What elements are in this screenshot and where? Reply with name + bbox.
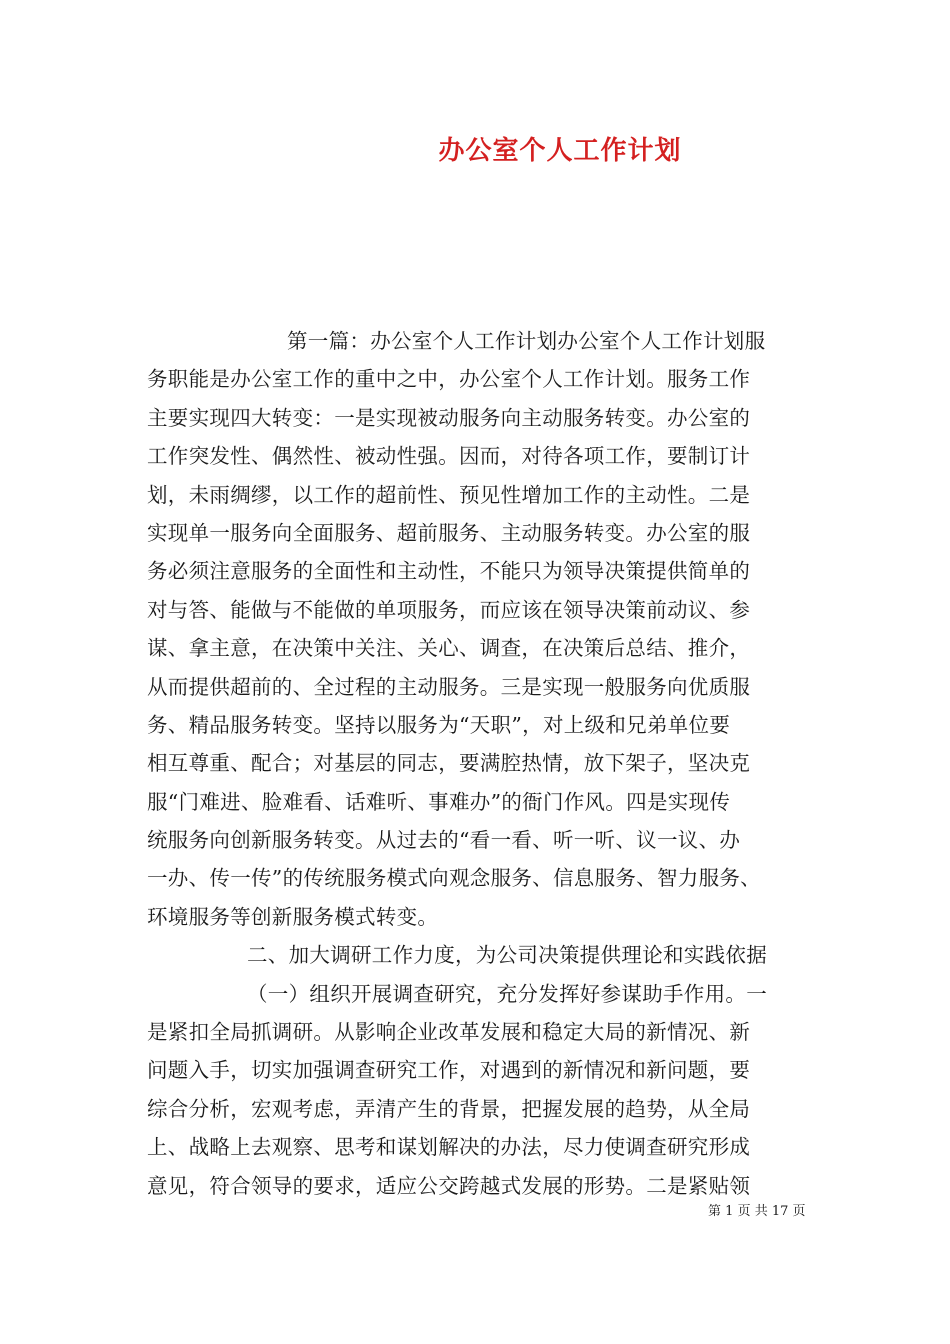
footer-suffix: 页 — [792, 1204, 806, 1219]
body-line: 划，未雨绸缪，以工作的超前性、预见性增加工作的主动性。二是 — [147, 482, 751, 507]
body-line: 服“门难进、脸难看、话难听、事难办”的衙门作风。四是实现传 — [147, 789, 731, 814]
body-line: 意见，符合领导的要求，适应公交跨越式发展的形势。二是紧贴领 — [147, 1173, 751, 1198]
body-line: 从而提供超前的、全过程的主动服务。三是实现一般服务向优质服 — [147, 674, 751, 699]
body-line: 工作突发性、偶然性、被动性强。因而，对待各项工作，要制订计 — [147, 444, 751, 469]
body-line: 务必须注意服务的全面性和主动性，不能只为领导决策提供简单的 — [147, 559, 751, 584]
body-line: 主要实现四大转变：一是实现被动服务向主动服务转变。办公室的 — [147, 405, 751, 430]
body-line: 实现单一服务向全面服务、超前服务、主动服务转变。办公室的服 — [147, 520, 751, 545]
body-line: 谋、拿主意，在决策中关注、关心、调查，在决策后总结、推介， — [147, 636, 751, 661]
body-line: 务职能是办公室工作的重中之中，办公室个人工作计划。服务工作 — [147, 367, 751, 392]
document-body — [147, 322, 807, 1205]
footer-middle: 页 共 — [737, 1204, 768, 1219]
body-line: 第一篇：办公室个人工作计划办公室个人工作计划服 — [287, 329, 766, 353]
page-footer — [708, 1203, 806, 1221]
body-line: 是紧扣全局抓调研。从影响企业改革发展和稳定大局的新情况、新 — [147, 1020, 751, 1045]
footer-prefix: 第 — [708, 1204, 722, 1219]
body-line: 环境服务等创新服务模式转变。 — [147, 904, 439, 929]
body-line: 相互尊重、配合；对基层的同志，要满腔热情，放下架子，坚决克 — [147, 751, 751, 776]
body-line: 一办、传一传”的传统服务模式向观念服务、信息服务、智力服务、 — [147, 866, 761, 891]
subsection-heading: （一）组织开展调查研究，充分发挥好参谋助手作用。一 — [247, 981, 767, 1006]
body-line: 统服务向创新服务转变。从过去的“看一看、听一听、议一议、办 — [147, 828, 741, 853]
document-title: 办公室个人工作计划 — [438, 136, 682, 166]
footer-page-number: 1 — [725, 1204, 734, 1219]
body-line: 问题入手，切实加强调查研究工作，对遇到的新情况和新问题，要 — [147, 1058, 751, 1083]
section-heading: 二、加大调研工作力度，为公司决策提供理论和实践依据 — [247, 943, 767, 968]
body-line: 综合分析，宏观考虑，弄清产生的背景，把握发展的趋势，从全局 — [147, 1096, 751, 1121]
footer-total-pages: 17 — [771, 1204, 789, 1219]
body-line: 务、精品服务转变。坚持以服务为“天职”，对上级和兄弟单位要 — [147, 712, 731, 737]
body-line: 上、战略上去观察、思考和谋划解决的办法，尽力使调查研究形成 — [147, 1135, 751, 1160]
body-line: 对与答、能做与不能做的单项服务，而应该在领导决策前动议、参 — [147, 597, 751, 622]
